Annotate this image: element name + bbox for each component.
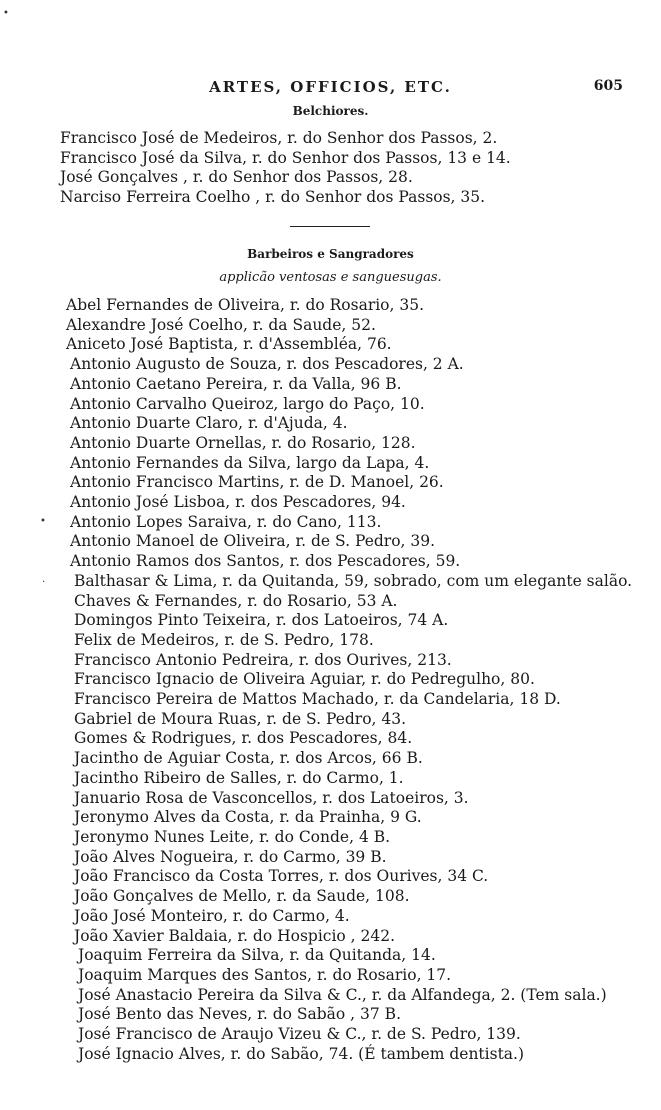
list-item: Jacintho de Aguiar Costa, r. dos Arcos, 66 B. [74, 749, 423, 768]
list-item: Abel Fernandes de Oliveira, r. do Rosario, 35. [66, 296, 425, 314]
list-item: Antonio José Lisboa, r. dos Pescadores, 94. [70, 493, 406, 512]
list-item: João Francisco da Costa Torres, r. dos Ourives, 34 C. [74, 867, 489, 886]
list-item: Jacintho Ribeiro de Salles, r. do Carmo, 1. [74, 768, 404, 787]
page-speck: • [3, 8, 9, 19]
list-item: Antonio Manoel de Oliveira, r. de S. Pedro, 39. [70, 532, 436, 551]
list-item: Alexandre José Coelho, r. da Saude, 52. [66, 315, 376, 334]
list-item: Jeronymo Alves da Costa, r. da Prainha, 9 G. [74, 808, 422, 827]
list-item: Gabriel de Moura Ruas, r. de S. Pedro, 43. [74, 709, 407, 728]
page-speck: • [40, 516, 46, 527]
section-title-barbeiros: Barbeiros e Sangradores [247, 247, 414, 261]
section-subtitle: applicão ventosas e sanguesugas. [219, 270, 442, 285]
page-header-title: ARTES, OFFICIOS, ETC. [209, 78, 452, 96]
list-item: Narciso Ferreira Coelho , r. do Senhor dos Passos, 35. [60, 188, 486, 207]
list-item: Francisco Pereira de Mattos Machado, r. da Candelaria, 18 D. [74, 690, 561, 709]
list-item: Joaquim Ferreira da Silva, r. da Quitanda, 14. [78, 946, 436, 965]
list-item: Chaves & Fernandes, r. do Rosario, 53 A. [74, 591, 398, 610]
list-item: Antonio Francisco Martins, r. de D. Manoel, 26. [70, 473, 444, 492]
list-item: Gomes & Rodrigues, r. dos Pescadores, 84. [74, 729, 413, 748]
list-item: Francisco José da Silva, r. do Senhor dos Passos, 13 e 14. [60, 148, 511, 167]
list-item: Januario Rosa de Vasconcellos, r. dos Latoeiros, 3. [74, 788, 469, 807]
list-item: Joaquim Marques des Santos, r. do Rosario, 17. [78, 965, 452, 984]
list-item: Balthasar & Lima, r. da Quitanda, 59, sobrado, com um elegante salão. [74, 571, 633, 590]
list-item: Domingos Pinto Teixeira, r. dos Latoeiros, 74 A. [74, 611, 449, 630]
barbeiros-list [66, 296, 632, 1064]
list-item: Jeronymo Nunes Leite, r. do Conde, 4 B. [74, 827, 391, 846]
page-speck: · [42, 577, 46, 588]
list-item: Francisco Antonio Pedreira, r. dos Ourives, 213. [74, 650, 452, 669]
list-item: João Gonçalves de Mello, r. da Saude, 108. [74, 887, 410, 906]
list-item: Francisco Ignacio de Oliveira Aguiar, r. do Pedregulho, 80. [74, 670, 535, 689]
list-item: João Xavier Baldaia, r. do Hospicio , 242. [74, 926, 396, 945]
list-item: Felix de Medeiros, r. de S. Pedro, 178. [74, 630, 374, 649]
page-number: 605 [593, 78, 623, 94]
list-item: Antonio Duarte Claro, r. d'Ajuda, 4. [70, 414, 348, 433]
list-item: João José Monteiro, r. do Carmo, 4. [74, 906, 350, 925]
section-title-belchiores: Belchiores. [292, 104, 369, 118]
list-item: José Gonçalves , r. do Senhor dos Passos, 28. [60, 168, 413, 187]
list-item: Antonio Ramos dos Santos, r. dos Pescadores, 59. [70, 552, 461, 571]
list-item: João Alves Nogueira, r. do Carmo, 39 B. [74, 847, 387, 866]
list-item: José Bento das Neves, r. do Sabão , 37 B. [78, 1005, 401, 1024]
list-item: Antonio Fernandes da Silva, largo da Lapa, 4. [70, 453, 430, 472]
list-item: José Francisco de Araujo Vizeu & C., r. de S. Pedro, 139. [78, 1025, 521, 1044]
list-item: Antonio Carvalho Queiroz, largo do Paço, 10. [70, 394, 425, 413]
list-item: Antonio Lopes Saraiva, r. do Cano, 113. [70, 512, 382, 531]
section-divider [290, 226, 370, 227]
list-item: Francisco José de Medeiros, r. do Senhor dos Passos, 2. [60, 129, 498, 147]
list-item: Antonio Duarte Ornellas, r. do Rosario, 128. [70, 433, 416, 452]
list-item: José Ignacio Alves, r. do Sabão, 74. (É tambem dentista.) [78, 1044, 525, 1063]
list-item: Antonio Caetano Pereira, r. da Valla, 96 B. [70, 374, 402, 393]
list-item: José Anastacio Pereira da Silva & C., r. da Alfandega, 2. (Tem sala.) [78, 985, 607, 1004]
belchiores-list [60, 129, 511, 208]
list-item: Antonio Augusto de Souza, r. dos Pescadores, 2 A. [70, 355, 464, 374]
list-item: Aniceto José Baptista, r. d'Assembléa, 76. [66, 335, 392, 354]
